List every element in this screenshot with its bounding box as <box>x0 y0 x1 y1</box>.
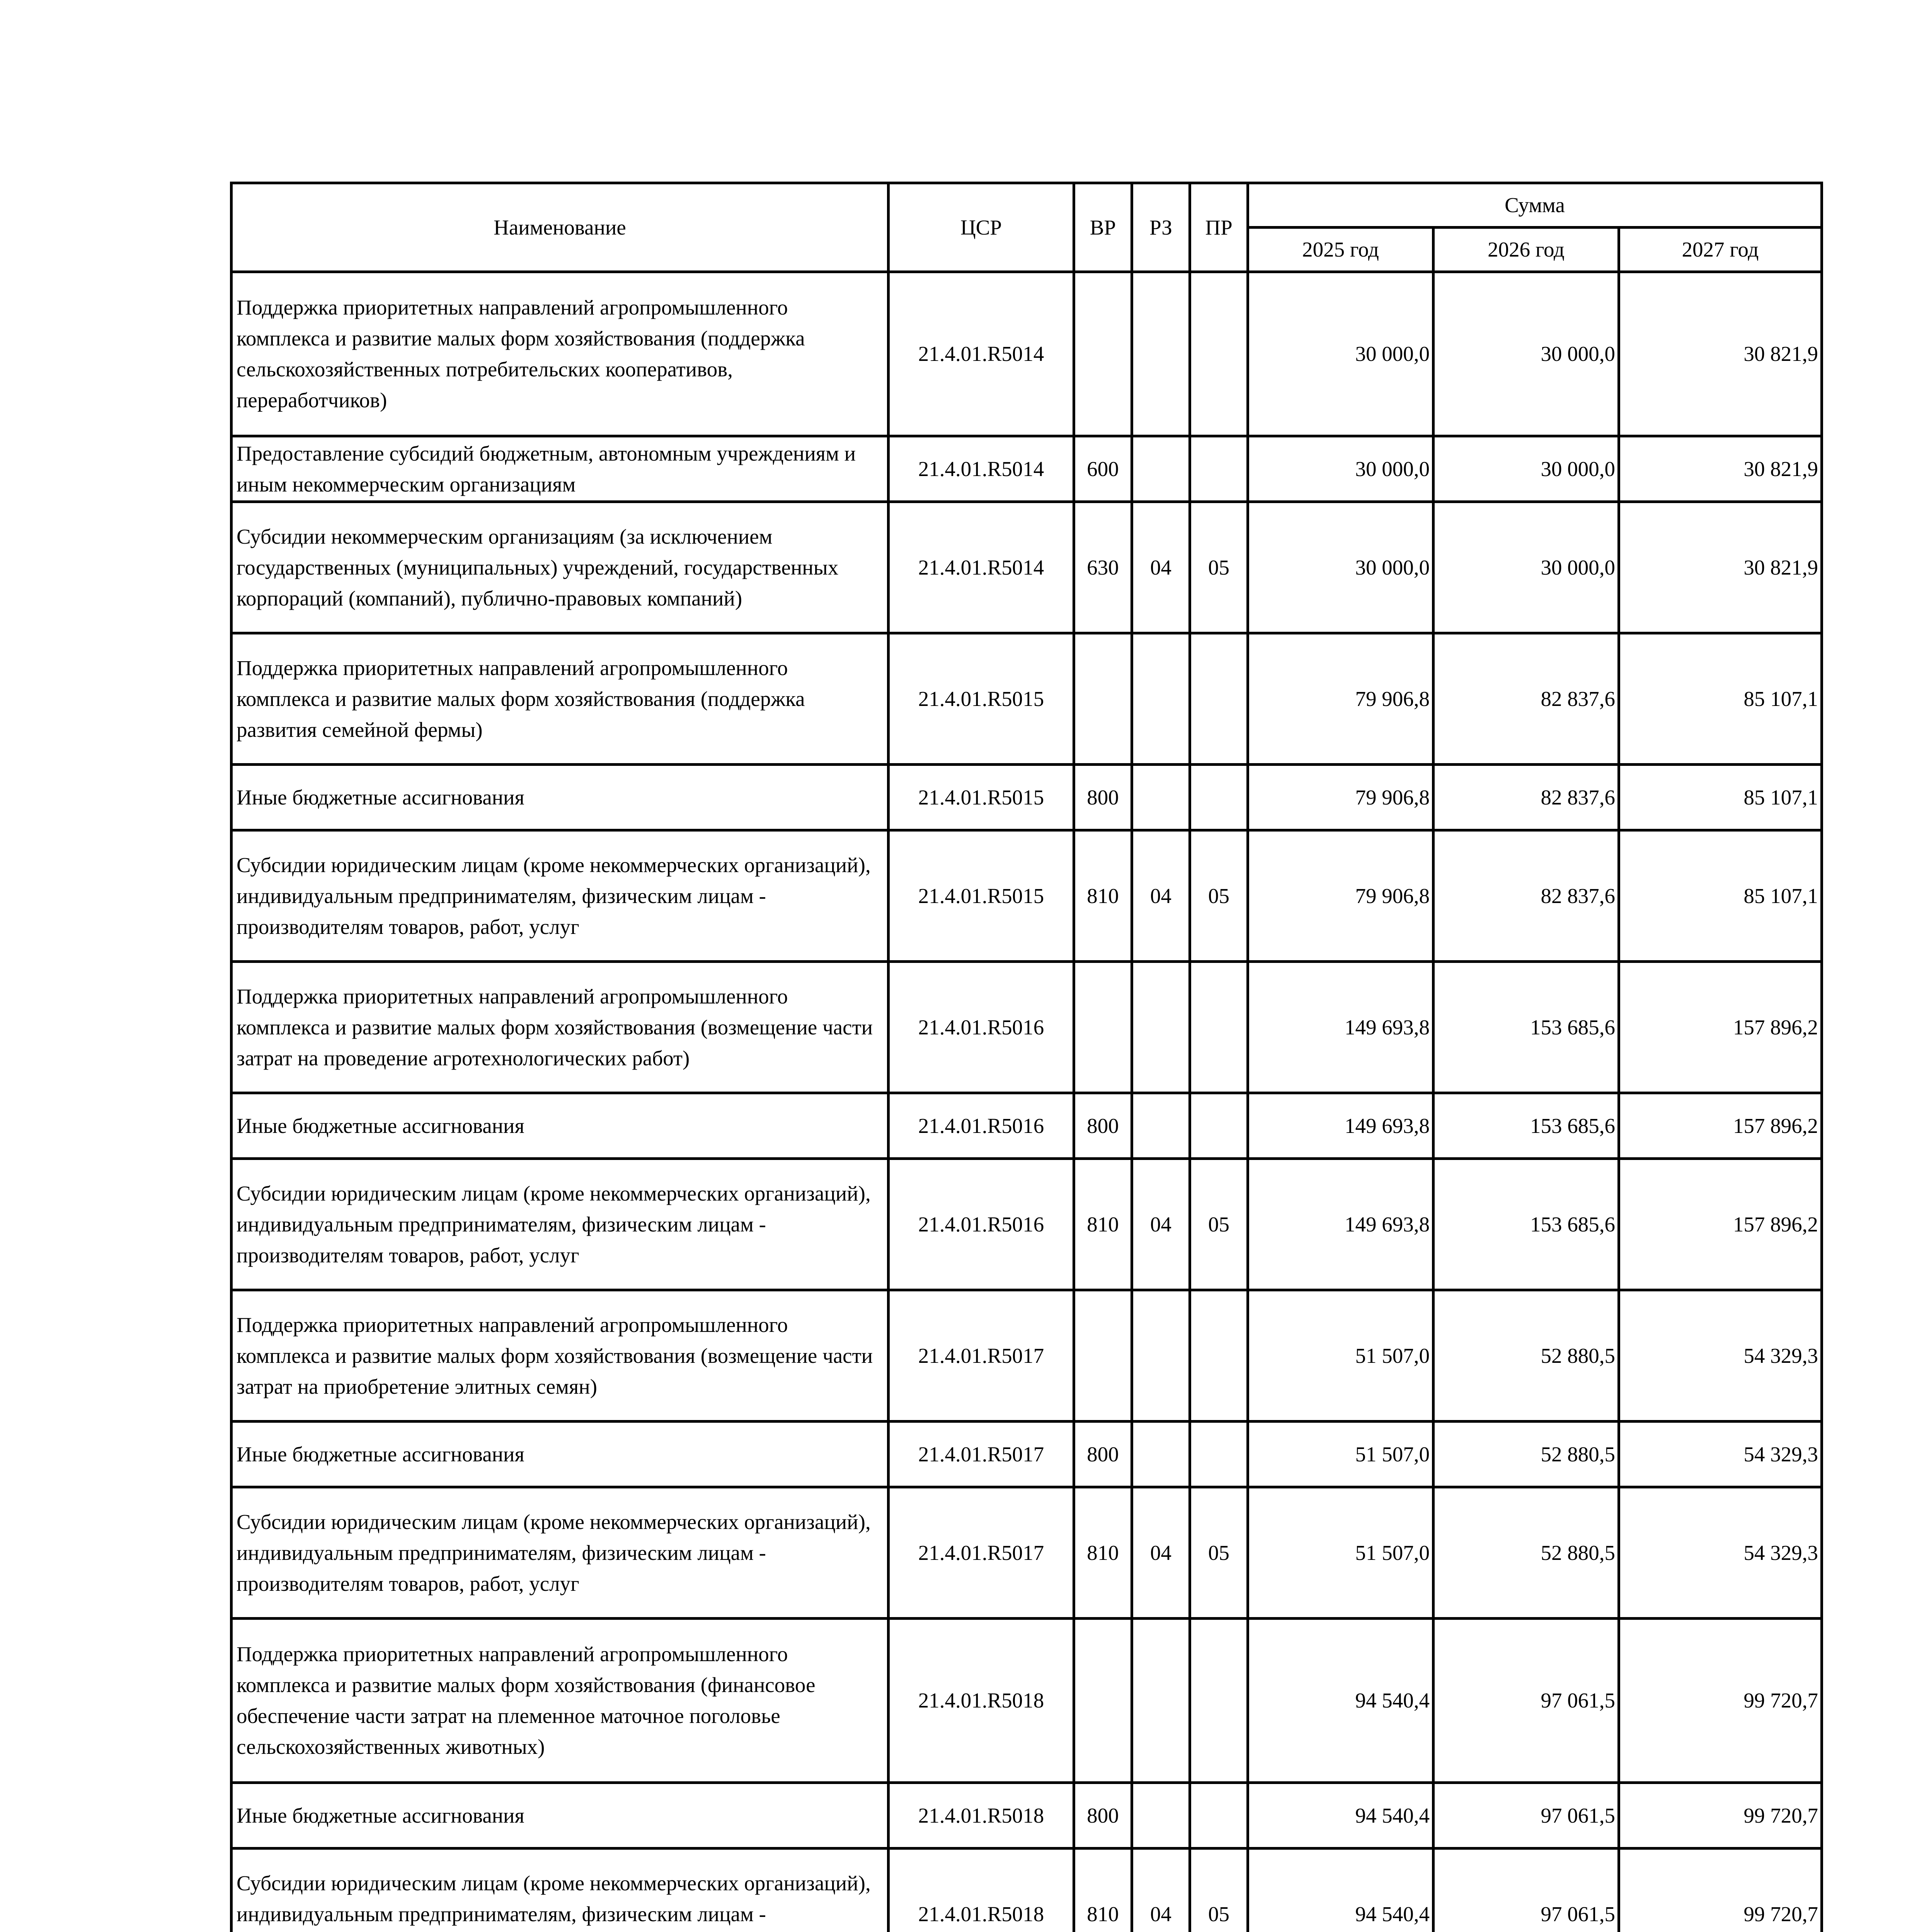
cell-pr <box>1190 272 1248 436</box>
cell-csr: 21.4.01.R5014 <box>889 272 1074 436</box>
cell-pr <box>1190 1290 1248 1422</box>
cell-csr: 21.4.01.R5015 <box>889 633 1074 765</box>
cell-rz <box>1132 1290 1190 1422</box>
cell-name: Поддержка приоритетных направлений агропромышленного комплекса и развитие малых форм хозяйствования (поддержка сельскохозяйственных потребительских кооперативов, переработчиков) <box>232 272 889 436</box>
cell-vr: 800 <box>1074 1783 1132 1849</box>
cell-name: Субсидии юридическим лицам (кроме некоммерческих организаций), индивидуальным предпринимателям, физическим лицам - производителям товаров, работ, услуг <box>232 1159 889 1290</box>
cell-vr: 810 <box>1074 830 1132 962</box>
table-header <box>232 183 1822 272</box>
cell-pr <box>1190 436 1248 502</box>
cell-vr <box>1074 962 1132 1093</box>
cell-rz: 04 <box>1132 830 1190 962</box>
cell-csr: 21.4.01.R5016 <box>889 1159 1074 1290</box>
cell-2027: 99 720,7 <box>1619 1783 1822 1849</box>
cell-rz <box>1132 765 1190 830</box>
cell-2027: 54 329,3 <box>1619 1290 1822 1422</box>
cell-rz <box>1132 1422 1190 1487</box>
cell-vr <box>1074 633 1132 765</box>
cell-2026: 52 880,5 <box>1433 1422 1619 1487</box>
cell-2026: 82 837,6 <box>1433 830 1619 962</box>
cell-rz <box>1132 436 1190 502</box>
table-row <box>232 1487 1822 1619</box>
cell-2026: 52 880,5 <box>1433 1487 1619 1619</box>
cell-2027: 157 896,2 <box>1619 1093 1822 1159</box>
cell-pr <box>1190 765 1248 830</box>
table-row <box>232 1159 1822 1290</box>
cell-csr: 21.4.01.R5015 <box>889 830 1074 962</box>
cell-2027: 157 896,2 <box>1619 1159 1822 1290</box>
cell-rz <box>1132 633 1190 765</box>
cell-vr: 810 <box>1074 1849 1132 1932</box>
cell-vr <box>1074 1619 1132 1783</box>
cell-name: Субсидии юридическим лицам (кроме некоммерческих организаций), индивидуальным предпринимателям, физическим лицам - производителям товаров, работ, услуг <box>232 1487 889 1619</box>
cell-rz <box>1132 1093 1190 1159</box>
table-row <box>232 1093 1822 1159</box>
cell-rz: 04 <box>1132 1849 1190 1932</box>
cell-pr: 05 <box>1190 1487 1248 1619</box>
cell-2025: 149 693,8 <box>1248 1159 1433 1290</box>
budget-table <box>230 182 1823 1932</box>
header-year-2025: 2025 год <box>1248 228 1433 272</box>
table-row <box>232 1290 1822 1422</box>
cell-pr: 05 <box>1190 502 1248 633</box>
cell-rz <box>1132 1783 1190 1849</box>
table-row <box>232 633 1822 765</box>
header-csr: ЦСР <box>889 183 1074 272</box>
cell-2025: 94 540,4 <box>1248 1619 1433 1783</box>
cell-csr: 21.4.01.R5017 <box>889 1422 1074 1487</box>
cell-2025: 51 507,0 <box>1248 1487 1433 1619</box>
cell-2025: 51 507,0 <box>1248 1422 1433 1487</box>
cell-csr: 21.4.01.R5014 <box>889 436 1074 502</box>
cell-2025: 79 906,8 <box>1248 830 1433 962</box>
cell-pr: 05 <box>1190 1159 1248 1290</box>
cell-name: Субсидии юридическим лицам (кроме некоммерческих организаций), индивидуальным предпринимателям, физическим лицам - <box>232 1849 889 1932</box>
cell-2027: 54 329,3 <box>1619 1422 1822 1487</box>
cell-2025: 149 693,8 <box>1248 962 1433 1093</box>
cell-name: Субсидии юридическим лицам (кроме некоммерческих организаций), индивидуальным предпринимателям, физическим лицам - производителям товаров, работ, услуг <box>232 830 889 962</box>
table-row <box>232 1422 1822 1487</box>
header-pr: ПР <box>1190 183 1248 272</box>
cell-2025: 30 000,0 <box>1248 272 1433 436</box>
table-row <box>232 1619 1822 1783</box>
cell-vr: 600 <box>1074 436 1132 502</box>
cell-2027: 99 720,7 <box>1619 1849 1822 1932</box>
cell-rz: 04 <box>1132 502 1190 633</box>
cell-csr: 21.4.01.R5018 <box>889 1849 1074 1932</box>
table-row <box>232 962 1822 1093</box>
cell-csr: 21.4.01.R5016 <box>889 1093 1074 1159</box>
cell-2026: 30 000,0 <box>1433 502 1619 633</box>
cell-2027: 30 821,9 <box>1619 436 1822 502</box>
cell-2026: 153 685,6 <box>1433 1159 1619 1290</box>
table-row <box>232 830 1822 962</box>
cell-2026: 30 000,0 <box>1433 436 1619 502</box>
cell-2026: 97 061,5 <box>1433 1849 1619 1932</box>
header-sum: Сумма <box>1248 183 1822 228</box>
cell-rz: 04 <box>1132 1159 1190 1290</box>
cell-vr: 630 <box>1074 502 1132 633</box>
cell-2026: 82 837,6 <box>1433 765 1619 830</box>
cell-csr: 21.4.01.R5018 <box>889 1783 1074 1849</box>
cell-2026: 30 000,0 <box>1433 272 1619 436</box>
cell-name: Субсидии некоммерческим организациям (за исключением государственных (муниципальных) учреждений, государственных корпораций (компаний), публично-правовых компаний) <box>232 502 889 633</box>
cell-rz <box>1132 962 1190 1093</box>
cell-rz: 04 <box>1132 1487 1190 1619</box>
cell-rz <box>1132 1619 1190 1783</box>
cell-2026: 82 837,6 <box>1433 633 1619 765</box>
cell-2025: 51 507,0 <box>1248 1290 1433 1422</box>
cell-2027: 85 107,1 <box>1619 765 1822 830</box>
cell-2027: 99 720,7 <box>1619 1619 1822 1783</box>
cell-2026: 153 685,6 <box>1433 1093 1619 1159</box>
cell-vr: 810 <box>1074 1159 1132 1290</box>
table-row <box>232 765 1822 830</box>
cell-pr: 05 <box>1190 830 1248 962</box>
cell-2026: 97 061,5 <box>1433 1783 1619 1849</box>
cell-2025: 94 540,4 <box>1248 1849 1433 1932</box>
cell-2025: 30 000,0 <box>1248 502 1433 633</box>
header-vr: ВР <box>1074 183 1132 272</box>
cell-name: Иные бюджетные ассигнования <box>232 1783 889 1849</box>
cell-pr <box>1190 1093 1248 1159</box>
header-rz: РЗ <box>1132 183 1190 272</box>
cell-2027: 85 107,1 <box>1619 830 1822 962</box>
cell-2027: 54 329,3 <box>1619 1487 1822 1619</box>
cell-vr <box>1074 1290 1132 1422</box>
cell-csr: 21.4.01.R5014 <box>889 502 1074 633</box>
cell-csr: 21.4.01.R5017 <box>889 1487 1074 1619</box>
cell-pr <box>1190 962 1248 1093</box>
cell-pr <box>1190 1783 1248 1849</box>
cell-vr <box>1074 272 1132 436</box>
cell-pr: 05 <box>1190 1849 1248 1932</box>
cell-vr: 800 <box>1074 1093 1132 1159</box>
cell-name: Поддержка приоритетных направлений агропромышленного комплекса и развитие малых форм хозяйствования (финансовое обеспечение части затрат на племенное маточное поголовье сельскохозяйственных животных) <box>232 1619 889 1783</box>
table-row <box>232 1783 1822 1849</box>
cell-pr <box>1190 1619 1248 1783</box>
cell-name: Предоставление субсидий бюджетным, автономным учреждениям и иным некоммерческим организациям <box>232 436 889 502</box>
cell-csr: 21.4.01.R5018 <box>889 1619 1074 1783</box>
cell-2027: 30 821,9 <box>1619 502 1822 633</box>
cell-csr: 21.4.01.R5017 <box>889 1290 1074 1422</box>
cell-2025: 79 906,8 <box>1248 765 1433 830</box>
cell-csr: 21.4.01.R5015 <box>889 765 1074 830</box>
cell-rz <box>1132 272 1190 436</box>
cell-2026: 52 880,5 <box>1433 1290 1619 1422</box>
cell-name: Иные бюджетные ассигнования <box>232 1093 889 1159</box>
cell-name: Поддержка приоритетных направлений агропромышленного комплекса и развитие малых форм хозяйствования (возмещение части затрат на проведение агротехнологических работ) <box>232 962 889 1093</box>
cell-name: Иные бюджетные ассигнования <box>232 1422 889 1487</box>
cell-pr <box>1190 1422 1248 1487</box>
header-year-2027: 2027 год <box>1619 228 1822 272</box>
cell-2027: 30 821,9 <box>1619 272 1822 436</box>
table-row <box>232 272 1822 436</box>
cell-2025: 79 906,8 <box>1248 633 1433 765</box>
cell-csr: 21.4.01.R5016 <box>889 962 1074 1093</box>
header-name: Наименование <box>232 183 889 272</box>
cell-2027: 85 107,1 <box>1619 633 1822 765</box>
table-row <box>232 502 1822 633</box>
cell-vr: 800 <box>1074 765 1132 830</box>
cell-name: Поддержка приоритетных направлений агропромышленного комплекса и развитие малых форм хозяйствования (поддержка развития семейной фермы) <box>232 633 889 765</box>
table-row <box>232 1849 1822 1932</box>
table-row <box>232 436 1822 502</box>
cell-2025: 30 000,0 <box>1248 436 1433 502</box>
table-body <box>232 272 1822 1932</box>
cell-pr <box>1190 633 1248 765</box>
cell-2026: 97 061,5 <box>1433 1619 1619 1783</box>
cell-2025: 149 693,8 <box>1248 1093 1433 1159</box>
cell-vr: 800 <box>1074 1422 1132 1487</box>
cell-name: Поддержка приоритетных направлений агропромышленного комплекса и развитие малых форм хозяйствования (возмещение части затрат на приобретение элитных семян) <box>232 1290 889 1422</box>
cell-2027: 157 896,2 <box>1619 962 1822 1093</box>
cell-vr: 810 <box>1074 1487 1132 1619</box>
cell-2025: 94 540,4 <box>1248 1783 1433 1849</box>
cell-name: Иные бюджетные ассигнования <box>232 765 889 830</box>
header-year-2026: 2026 год <box>1433 228 1619 272</box>
cell-2026: 153 685,6 <box>1433 962 1619 1093</box>
